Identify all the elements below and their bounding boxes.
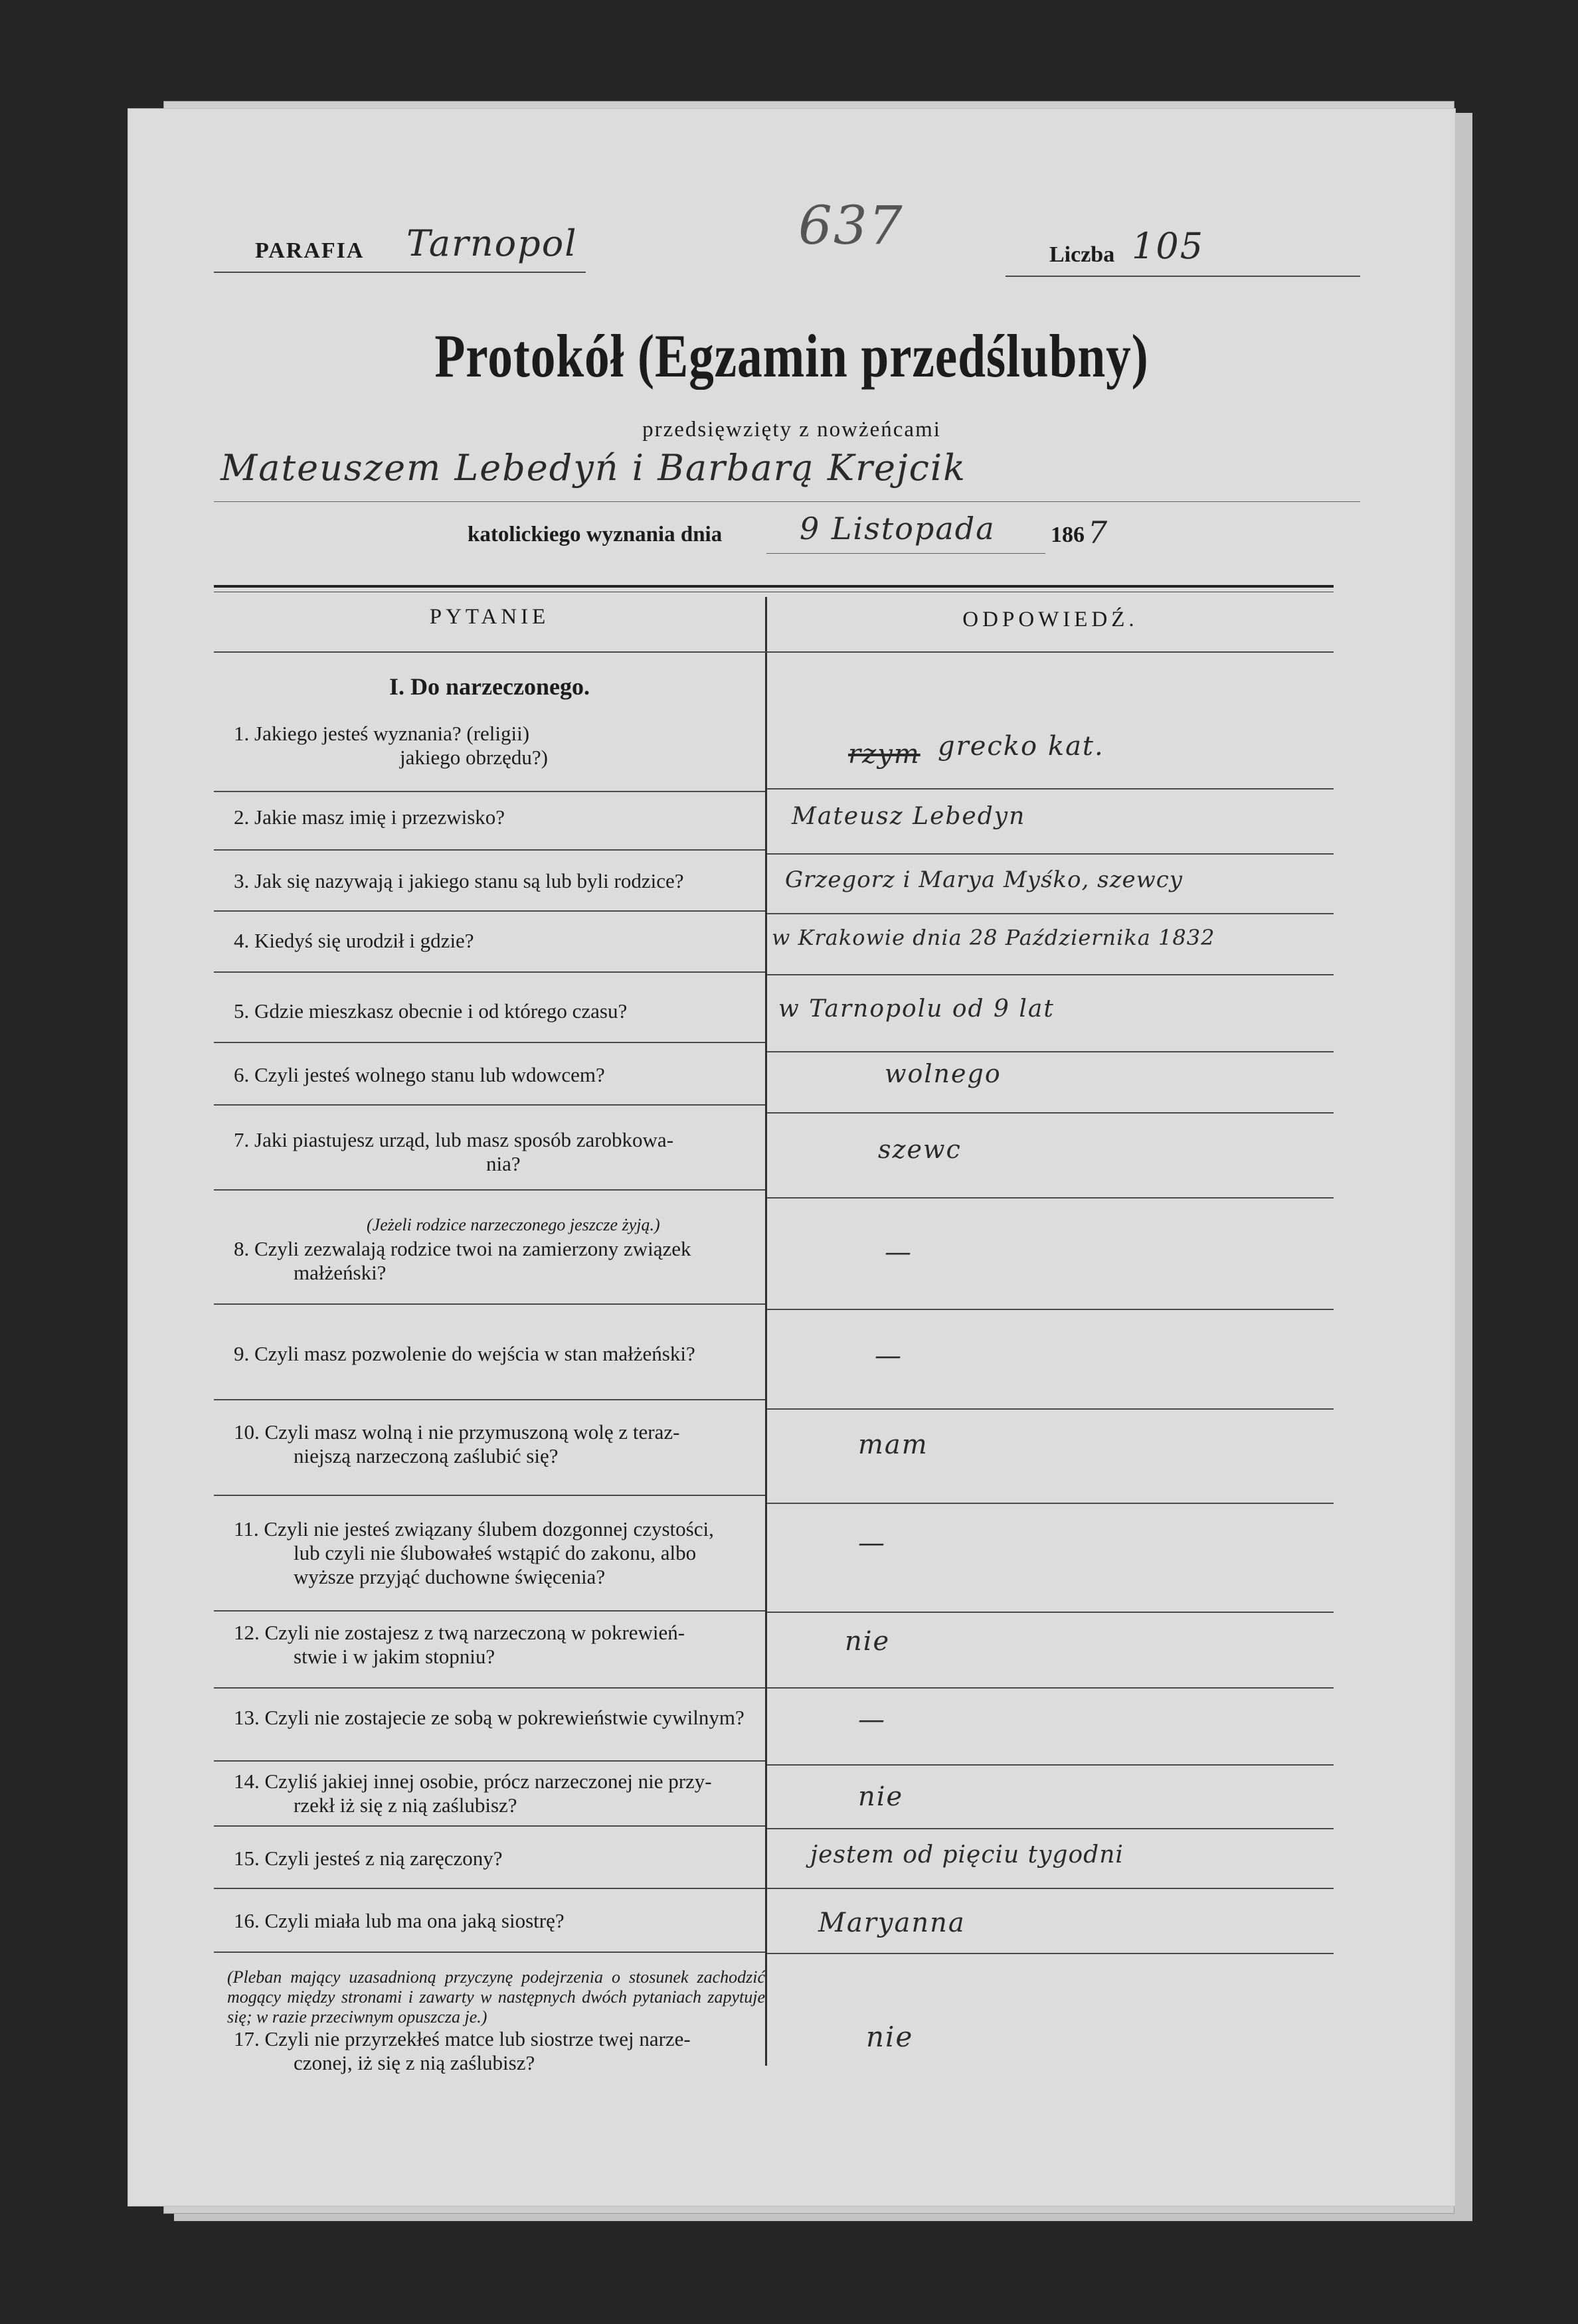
row-rule (767, 1953, 1334, 1954)
answer-15: jestem od pięciu tygodni (810, 1841, 1124, 1868)
document-subtitle: przedsięwzięty z nowżeńcami (642, 418, 941, 442)
question-5: 5. Gdzie mieszkasz obecnie i od którego czasu? (234, 999, 628, 1023)
row-rule (214, 1760, 765, 1762)
answer-10: mam (858, 1430, 928, 1460)
document-page (128, 108, 1456, 2206)
date-year-printed: 186 (1051, 523, 1085, 547)
row-rule (767, 853, 1334, 855)
couple-names: Mateuszem Lebedyń i Barbarą Krejcik (220, 447, 966, 489)
parafia-underline (214, 272, 586, 273)
answer-7: szewc (878, 1135, 962, 1164)
row-rule (214, 791, 765, 792)
answer-9: — (875, 1341, 903, 1371)
answer-13: — (858, 1704, 886, 1735)
document-title: Protokół (Egzamin przedślubny) (434, 322, 1149, 390)
row-rule (214, 1825, 765, 1827)
row-rule (214, 971, 765, 973)
answer-2: Mateusz Lebedyn (792, 803, 1026, 830)
row-rule (767, 788, 1334, 789)
row-rule (767, 1503, 1334, 1504)
question-4: 4. Kiedyś się urodził i gdzie? (234, 929, 474, 952)
table-top-rule (214, 585, 1334, 588)
answer-12: nie (845, 1626, 891, 1657)
date-day-month: 9 Listopada (800, 511, 996, 546)
row-rule (767, 1112, 1334, 1114)
column-divider (765, 597, 767, 2066)
answer-8: — (885, 1237, 913, 1268)
column-header-answer: ODPOWIEDŹ. (962, 608, 1138, 631)
row-rule (214, 1399, 765, 1400)
row-rule (767, 1612, 1334, 1613)
question-3: 3. Jak się nazywają i jakiego stanu są lub byli rodzice? (234, 869, 684, 892)
row-rule (214, 1104, 765, 1106)
row-rule (214, 1610, 765, 1612)
names-underline (214, 501, 1360, 502)
question-9: 9. Czyli masz pozwolenie do wejścia w stan małżeński? (234, 1342, 695, 1365)
answer-6: wolnego (885, 1059, 1002, 1088)
question-17: (Pleban mający uzasadnioną przyczynę podejrzenia o stosunek zachodzić mogący między stronami i zawarty w następnych dwóch pytaniach zapytuje się; w razie przeciwnym opuszcza je.) 17. Czyli nie przyrzekłeś matce lub siostrze twej narze- czonej, iż się z nią zaślubisz? (227, 1967, 765, 2074)
question-7: 7. Jaki piastujesz urząd, lub masz sposób zarobkowa- nia? (234, 1128, 674, 1175)
row-rule (214, 1042, 765, 1043)
row-rule (767, 1309, 1334, 1310)
answer-14: nie (858, 1782, 904, 1812)
answer-16: Maryanna (818, 1908, 966, 1938)
header-rule (214, 651, 1334, 653)
row-rule (767, 1687, 1334, 1689)
question-10: 10. Czyli masz wolną i nie przymuszoną wolę z teraz- niejszą narzeczoną zaślubić się? (234, 1420, 680, 1467)
date-prefix: katolickiego wyznania dnia (468, 523, 723, 546)
row-rule (767, 1051, 1334, 1052)
row-rule (767, 1408, 1334, 1410)
answer-11: — (858, 1528, 886, 1558)
answer-4: w Krakowie dnia 28 Października 1832 (772, 925, 1215, 950)
row-rule (767, 1764, 1334, 1766)
row-rule (214, 1495, 765, 1496)
row-rule (767, 1197, 1334, 1199)
parafia-value: Tarnopol (406, 222, 578, 264)
date-underline (766, 553, 1045, 554)
row-rule (767, 974, 1334, 975)
parafia-label: PARAFIA (255, 238, 365, 263)
liczba-underline (1006, 276, 1360, 277)
answer-1: grecko kat. (938, 731, 1104, 762)
row-rule (214, 849, 765, 851)
row-rule (214, 1951, 765, 1953)
archive-number: 637 (798, 195, 904, 256)
liczba-label: Liczba (1049, 242, 1115, 267)
answer-3: Grzegorz i Marya Myśko, szewcy (785, 867, 1183, 893)
answer-1-struck: rzym (848, 739, 920, 770)
question-6: 6. Czyli jesteś wolnego stanu lub wdowcem? (234, 1063, 605, 1086)
question-13: 13. Czyli nie zostajecie ze sobą w pokrewieństwie cywilnym? (234, 1706, 745, 1729)
question-8: (Jeżeli rodzice narzeczonego jeszcze żyją.) 8. Czyli zezwalają rodzice twoi na zamierzony związek małżeński? (234, 1215, 691, 1284)
answer-17: nie (866, 2021, 914, 2053)
row-rule (214, 1687, 765, 1689)
column-header-question: PYTANIE (429, 605, 550, 629)
question-15: 15. Czyli jesteś z nią zaręczony? (234, 1847, 503, 1870)
question-12: 12. Czyli nie zostajesz z twą narzeczoną w pokrewień- stwie i w jakim stopniu? (234, 1621, 685, 1668)
question-11: 11. Czyli nie jesteś związany ślubem dozgonnej czystości, lub czyli nie ślubowałeś wstąpić do zakonu, albo wyższe przyjąć duchowne święcenia? (234, 1517, 714, 1588)
row-rule (214, 1888, 765, 1889)
row-rule (767, 1828, 1334, 1829)
question-2: 2. Jakie masz imię i przezwisko? (234, 805, 505, 829)
row-rule (767, 1888, 1334, 1889)
row-rule (214, 1189, 765, 1191)
question-1: 1. Jakiego jesteś wyznania? (religii) jakiego obrzędu?) (234, 722, 548, 769)
row-rule (767, 913, 1334, 914)
answer-5: w Tarnopolu od 9 lat (778, 995, 1055, 1023)
liczba-value: 105 (1132, 225, 1205, 267)
question-16: 16. Czyli miała lub ma ona jaką siostrę? (234, 1909, 565, 1932)
question-14: 14. Czyliś jakiej innej osobie, prócz narzeczonej nie przy- rzekł iż się z nią zaślubisz? (234, 1770, 712, 1817)
row-rule (214, 910, 765, 912)
section-heading: I. Do narzeczonego. (389, 673, 590, 700)
row-rule (214, 1303, 765, 1305)
date-year-hand: 7 (1088, 515, 1109, 550)
